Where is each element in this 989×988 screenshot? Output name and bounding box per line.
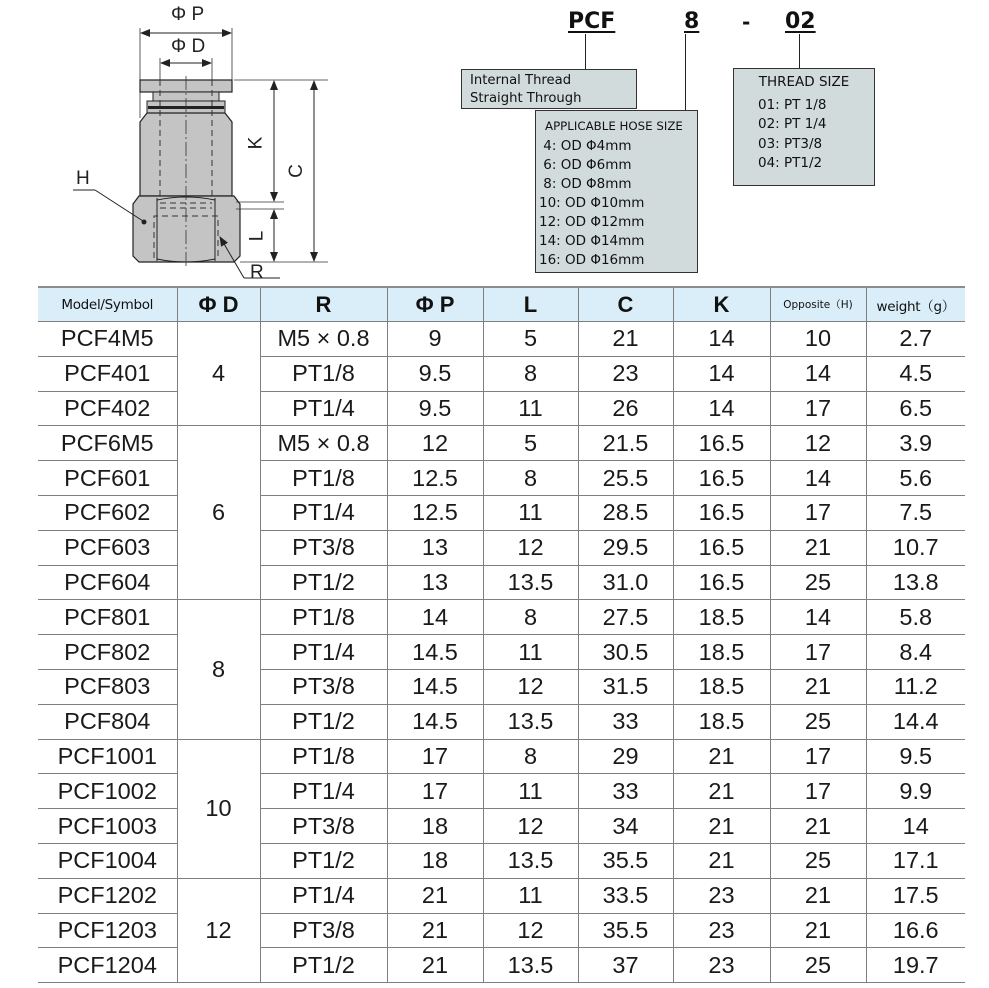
header-k: K: [673, 287, 770, 322]
cell-opposite-h: 21: [770, 913, 866, 948]
cell-weight: 8.4: [866, 635, 965, 670]
cell-k: 18.5: [673, 669, 770, 704]
cell-k: 16.5: [673, 530, 770, 565]
cell-c: 37: [578, 948, 673, 983]
hose-size-item: 12: OD Φ12mm: [539, 214, 645, 230]
thread-size-title: THREAD SIZE: [758, 74, 850, 90]
cell-phi-p: 9: [387, 322, 483, 357]
cell-model: PCF401: [38, 356, 177, 391]
cell-opposite-h: 14: [770, 356, 866, 391]
cell-opposite-h: 17: [770, 391, 866, 426]
cell-phi-p: 14.5: [387, 669, 483, 704]
hose-size-item: 14: OD Φ14mm: [539, 233, 645, 249]
cell-phi-p: 13: [387, 565, 483, 600]
dim-label-r: R: [250, 262, 264, 283]
cell-model: PCF1001: [38, 739, 177, 774]
cell-k: 21: [673, 843, 770, 878]
cell-l: 11: [483, 774, 578, 809]
cell-phi-p: 21: [387, 878, 483, 913]
cell-model: PCF803: [38, 669, 177, 704]
cell-r: PT3/8: [260, 530, 387, 565]
cell-k: 21: [673, 739, 770, 774]
cell-phi-d: 10: [177, 739, 260, 878]
cell-weight: 7.5: [866, 495, 965, 530]
cell-c: 26: [578, 391, 673, 426]
cell-c: 30.5: [578, 635, 673, 670]
cell-c: 35.5: [578, 843, 673, 878]
header-model: Model/Symbol: [38, 287, 177, 322]
cell-r: PT1/4: [260, 878, 387, 913]
cell-phi-p: 12: [387, 426, 483, 461]
cell-model: PCF1203: [38, 913, 177, 948]
thread-size-item: 02: PT 1/4: [758, 116, 827, 132]
cell-model: PCF402: [38, 391, 177, 426]
cell-opposite-h: 21: [770, 809, 866, 844]
hose-size-item: 8: OD Φ8mm: [539, 176, 632, 192]
pn-hose-size: 8: [684, 9, 700, 34]
dim-label-c: C: [285, 164, 307, 178]
pn-separator: -: [742, 10, 751, 34]
cell-k: 23: [673, 913, 770, 948]
cell-weight: 10.7: [866, 530, 965, 565]
cell-phi-p: 14.5: [387, 704, 483, 739]
cell-model: PCF603: [38, 530, 177, 565]
cell-weight: 5.8: [866, 600, 965, 635]
cell-opposite-h: 17: [770, 635, 866, 670]
dim-label-phi-d: Φ D: [171, 36, 206, 57]
cell-r: PT1/2: [260, 704, 387, 739]
cell-model: PCF801: [38, 600, 177, 635]
cell-phi-p: 9.5: [387, 391, 483, 426]
cell-phi-p: 21: [387, 948, 483, 983]
hose-size-title: APPLICABLE HOSE SIZE: [545, 119, 683, 133]
cell-c: 21: [578, 322, 673, 357]
cell-k: 16.5: [673, 495, 770, 530]
cell-opposite-h: 21: [770, 530, 866, 565]
cell-opposite-h: 21: [770, 669, 866, 704]
cell-phi-d: 12: [177, 878, 260, 982]
cell-r: PT3/8: [260, 809, 387, 844]
cell-k: 21: [673, 809, 770, 844]
header-l: L: [483, 287, 578, 322]
cell-k: 18.5: [673, 704, 770, 739]
cell-model: PCF1204: [38, 948, 177, 983]
pn-series: PCF: [568, 9, 616, 34]
hose-size-item: 4: OD Φ4mm: [539, 138, 632, 154]
cell-c: 31.0: [578, 565, 673, 600]
cell-l: 8: [483, 739, 578, 774]
cell-k: 18.5: [673, 600, 770, 635]
cell-k: 16.5: [673, 461, 770, 496]
cell-opposite-h: 17: [770, 739, 866, 774]
cell-l: 8: [483, 600, 578, 635]
cell-opposite-h: 25: [770, 948, 866, 983]
cell-k: 14: [673, 391, 770, 426]
type-line-1: Internal Thread: [470, 73, 572, 88]
cell-model: PCF604: [38, 565, 177, 600]
cell-opposite-h: 25: [770, 843, 866, 878]
cell-c: 33: [578, 704, 673, 739]
connector-thread: [799, 34, 800, 68]
cell-weight: 3.9: [866, 426, 965, 461]
cell-phi-p: 21: [387, 913, 483, 948]
header-r: R: [260, 287, 387, 322]
cell-c: 29: [578, 739, 673, 774]
fitting-diagram: [0, 0, 340, 285]
cell-model: PCF1003: [38, 809, 177, 844]
cell-phi-p: 12.5: [387, 495, 483, 530]
cell-opposite-h: 14: [770, 600, 866, 635]
cell-l: 8: [483, 461, 578, 496]
cell-r: PT1/4: [260, 495, 387, 530]
hose-size-item: 10: OD Φ10mm: [539, 195, 645, 211]
cell-r: M5 × 0.8: [260, 426, 387, 461]
cell-k: 14: [673, 322, 770, 357]
spec-table-body: [38, 322, 965, 983]
cell-opposite-h: 25: [770, 565, 866, 600]
cell-k: 16.5: [673, 565, 770, 600]
table-row: [38, 322, 965, 357]
hose-size-box: [535, 110, 698, 273]
cell-c: 25.5: [578, 461, 673, 496]
cell-weight: 14: [866, 809, 965, 844]
cell-l: 11: [483, 495, 578, 530]
cell-weight: 9.5: [866, 739, 965, 774]
cell-l: 13.5: [483, 948, 578, 983]
cell-l: 11: [483, 391, 578, 426]
cell-weight: 9.9: [866, 774, 965, 809]
cell-l: 12: [483, 530, 578, 565]
header-phi-p: Φ P: [387, 287, 483, 322]
table-row: [38, 739, 965, 774]
cell-l: 13.5: [483, 565, 578, 600]
dim-label-l: L: [246, 230, 268, 242]
cell-model: PCF4M5: [38, 322, 177, 357]
cell-r: PT1/4: [260, 635, 387, 670]
cell-c: 34: [578, 809, 673, 844]
cell-c: 23: [578, 356, 673, 391]
cell-r: PT1/2: [260, 948, 387, 983]
header-weight: weight（g）: [866, 287, 965, 322]
cell-opposite-h: 17: [770, 495, 866, 530]
header-phi-d: Φ D: [177, 287, 260, 322]
cell-c: 33.5: [578, 878, 673, 913]
cell-model: PCF601: [38, 461, 177, 496]
cell-opposite-h: 25: [770, 704, 866, 739]
cell-model: PCF602: [38, 495, 177, 530]
dim-label-h: H: [76, 168, 90, 189]
cell-k: 21: [673, 774, 770, 809]
cell-phi-d: 8: [177, 600, 260, 739]
cell-c: 29.5: [578, 530, 673, 565]
cell-phi-p: 14.5: [387, 635, 483, 670]
cell-r: PT3/8: [260, 913, 387, 948]
cell-weight: 17.5: [866, 878, 965, 913]
cell-model: PCF1004: [38, 843, 177, 878]
cell-k: 23: [673, 948, 770, 983]
cell-k: 16.5: [673, 426, 770, 461]
dim-label-phi-p: Φ P: [171, 4, 205, 25]
cell-c: 31.5: [578, 669, 673, 704]
cell-l: 11: [483, 878, 578, 913]
cell-c: 35.5: [578, 913, 673, 948]
cell-opposite-h: 10: [770, 322, 866, 357]
cell-weight: 2.7: [866, 322, 965, 357]
cell-phi-p: 18: [387, 843, 483, 878]
thread-size-box: [733, 68, 875, 186]
cell-l: 12: [483, 669, 578, 704]
cell-phi-p: 9.5: [387, 356, 483, 391]
cell-k: 23: [673, 878, 770, 913]
cell-weight: 16.6: [866, 913, 965, 948]
cell-opposite-h: 12: [770, 426, 866, 461]
cell-weight: 13.8: [866, 565, 965, 600]
thread-size-item: 01: PT 1/8: [758, 96, 827, 113]
cell-r: PT1/4: [260, 391, 387, 426]
thread-size-item: 03: PT3/8: [758, 135, 823, 152]
pn-thread-size: 02: [785, 9, 816, 34]
cell-l: 13.5: [483, 704, 578, 739]
cell-r: M5 × 0.8: [260, 322, 387, 357]
dim-label-k: K: [245, 136, 267, 150]
cell-r: PT1/2: [260, 565, 387, 600]
cell-l: 13.5: [483, 843, 578, 878]
cell-r: PT1/4: [260, 774, 387, 809]
cell-weight: 14.4: [866, 704, 965, 739]
cell-phi-d: 6: [177, 426, 260, 600]
cell-r: PT3/8: [260, 669, 387, 704]
table-header-row: [38, 287, 965, 322]
table-row: [38, 878, 965, 913]
cell-weight: 4.5: [866, 356, 965, 391]
header-opposite-h: Opposite（H): [770, 287, 866, 322]
cell-model: PCF802: [38, 635, 177, 670]
cell-c: 21.5: [578, 426, 673, 461]
cell-l: 5: [483, 426, 578, 461]
cell-weight: 17.1: [866, 843, 965, 878]
cell-weight: 11.2: [866, 669, 965, 704]
thread-size-item: 04: PT1/2: [758, 155, 823, 171]
spec-table: [38, 286, 965, 983]
cell-l: 11: [483, 635, 578, 670]
cell-weight: 5.6: [866, 461, 965, 496]
cell-model: PCF6M5: [38, 426, 177, 461]
cell-r: PT1/8: [260, 739, 387, 774]
cell-model: PCF804: [38, 704, 177, 739]
cell-c: 28.5: [578, 495, 673, 530]
table-row: [38, 600, 965, 635]
cell-weight: 19.7: [866, 948, 965, 983]
cell-weight: 6.5: [866, 391, 965, 426]
cell-r: PT1/8: [260, 600, 387, 635]
hose-size-item: 16: OD Φ16mm: [539, 252, 645, 268]
cell-opposite-h: 14: [770, 461, 866, 496]
cell-r: PT1/8: [260, 461, 387, 496]
cell-opposite-h: 17: [770, 774, 866, 809]
hose-size-item: 6: OD Φ6mm: [539, 157, 632, 173]
cell-k: 18.5: [673, 635, 770, 670]
fitting-drawing-icon: [0, 0, 340, 285]
cell-model: PCF1202: [38, 878, 177, 913]
cell-r: PT1/8: [260, 356, 387, 391]
cell-phi-p: 14: [387, 600, 483, 635]
cell-k: 14: [673, 356, 770, 391]
cell-phi-p: 18: [387, 809, 483, 844]
cell-l: 12: [483, 809, 578, 844]
cell-c: 27.5: [578, 600, 673, 635]
cell-l: 12: [483, 913, 578, 948]
cell-l: 5: [483, 322, 578, 357]
cell-phi-p: 13: [387, 530, 483, 565]
connector-series: [585, 34, 586, 69]
type-line-2: Straight Through: [470, 90, 582, 106]
cell-l: 8: [483, 356, 578, 391]
type-description-box: [461, 69, 637, 109]
header-c: C: [578, 287, 673, 322]
cell-model: PCF1002: [38, 774, 177, 809]
cell-phi-d: 4: [177, 322, 260, 426]
connector-hose: [685, 34, 686, 110]
cell-phi-p: 12.5: [387, 461, 483, 496]
cell-opposite-h: 21: [770, 878, 866, 913]
cell-c: 33: [578, 774, 673, 809]
cell-phi-p: 17: [387, 774, 483, 809]
cell-r: PT1/2: [260, 843, 387, 878]
cell-phi-p: 17: [387, 739, 483, 774]
table-row: [38, 426, 965, 461]
